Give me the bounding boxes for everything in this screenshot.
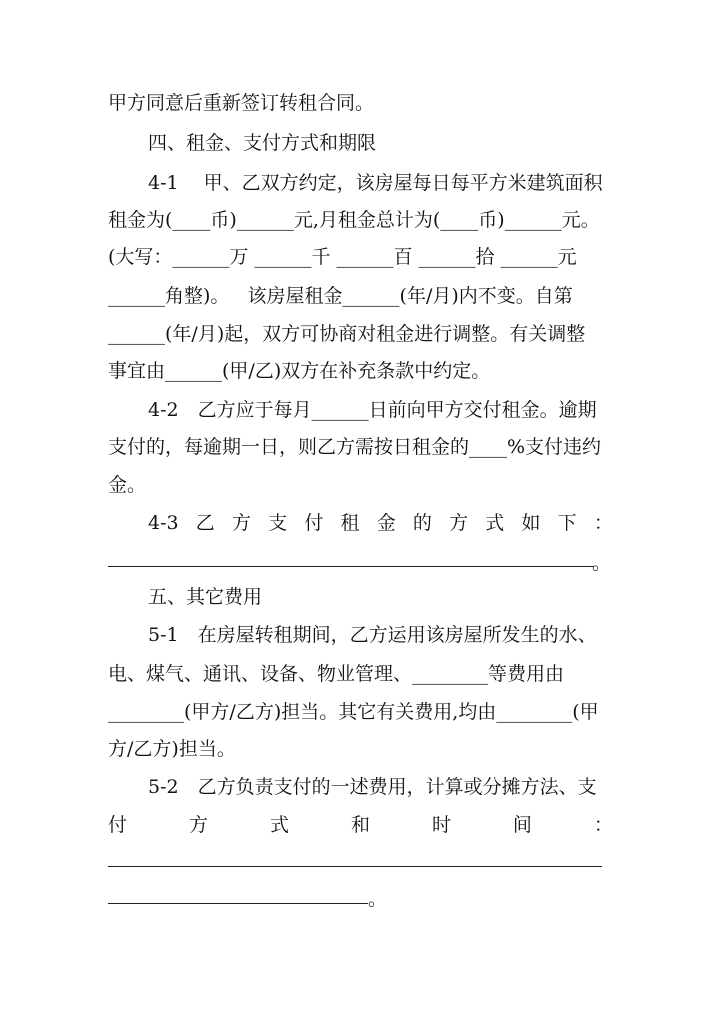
text-char: 乙 xyxy=(195,512,215,534)
text-line: ______(年/月)起，双方可协商对租金进行调整。有关调整 xyxy=(108,323,586,345)
clause-4-1-line: 4-1 甲、乙双方约定，该房屋每日每平方米建筑面积 xyxy=(148,172,603,194)
clause-4-2-line: 4-2 乙方应于每月______日前向甲方交付租金。逾期 xyxy=(148,399,597,421)
text-char: 付 xyxy=(108,814,128,836)
blank-fill-line xyxy=(108,903,368,904)
text-line: 金。 xyxy=(108,474,147,496)
text-line: 支付的，每逾期一日，则乙方需按日租金的____%支付违约 xyxy=(108,436,602,458)
text-char: 方 xyxy=(188,814,208,836)
text-char: 方 xyxy=(231,512,251,534)
period-mark: 。 xyxy=(592,552,612,574)
text-char: 如 xyxy=(521,512,541,534)
text-line: ______角整)。 该房屋租金______(年/月)内不变。自第 xyxy=(108,285,573,307)
text-char: 和 xyxy=(350,814,370,836)
text-char: ： xyxy=(593,512,613,534)
period-mark: 。 xyxy=(368,888,388,910)
section-heading-fees: 五、其它费用 xyxy=(148,586,263,608)
text-line: 方/乙方)担当。 xyxy=(108,738,236,760)
text-line: 事宜由______(甲/乙)双方在补充条款中约定。 xyxy=(108,360,491,382)
clause-5-2-line: 5-2 乙方负责支付的一述费用，计算或分摊方法、支 xyxy=(148,776,597,798)
text-char: 式 xyxy=(269,814,289,836)
text-char: 式 xyxy=(485,512,505,534)
text-line: ________(甲方/乙方)担当。其它有关费用,均由________(甲 xyxy=(108,701,599,723)
text-char: 方 xyxy=(449,512,469,534)
text-char: ： xyxy=(593,814,613,836)
text-char: 支 xyxy=(268,512,288,534)
section-heading-rent: 四、租金、支付方式和期限 xyxy=(148,132,377,154)
clause-5-2-line-2 xyxy=(108,810,613,840)
text-char: 间 xyxy=(512,814,532,836)
text-char: 金 xyxy=(376,512,396,534)
clause-number: 4-3 xyxy=(148,512,179,534)
text-char: 付 xyxy=(304,512,324,534)
text-line: 电、煤气、通讯、设备、物业管理、________等费用由 xyxy=(108,663,565,685)
text-char: 下 xyxy=(557,512,577,534)
clause-4-3-line xyxy=(148,508,613,538)
text-char: 的 xyxy=(412,512,432,534)
blank-fill-line xyxy=(108,566,594,567)
clause-5-1-line: 5-1 在房屋转租期间，乙方运用该房屋所发生的水、 xyxy=(148,624,597,646)
text-char: 时 xyxy=(431,814,451,836)
text-line: 甲方同意后重新签订转租合同。 xyxy=(108,92,375,114)
blank-fill-line xyxy=(108,866,602,867)
text-char: 租 xyxy=(340,512,360,534)
text-line: 租金为(____币)______元,月租金总计为(____币)______元。 xyxy=(108,209,600,231)
text-line: (大写：______万 ______千 ______百 ______拾 ______元 xyxy=(108,246,577,268)
